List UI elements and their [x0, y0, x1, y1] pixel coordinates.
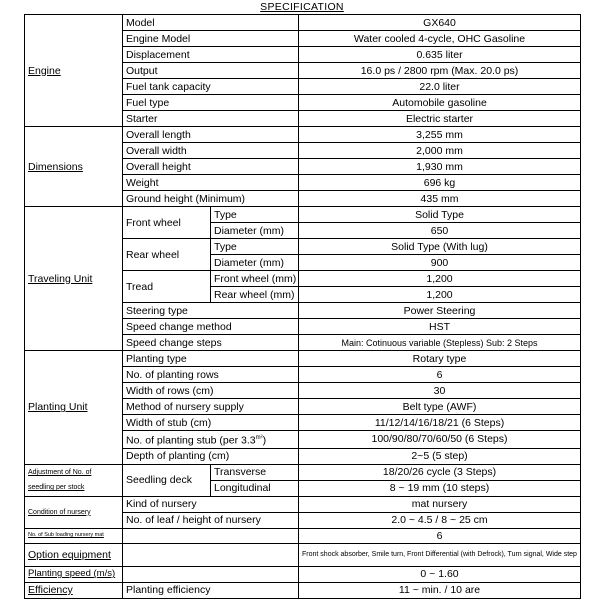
row-label: Diameter (mm): [211, 223, 299, 239]
row-label: Output: [123, 63, 299, 79]
row-value: 2~5 (5 step): [299, 448, 581, 464]
document-title: SPECIFICATION: [260, 1, 344, 13]
row-label: Overall width: [123, 143, 299, 159]
row-value: 18/20/26 cycle (3 Steps): [299, 464, 581, 480]
specification-table: [24, 14, 581, 599]
row-label: Transverse: [211, 464, 299, 480]
row-value: 1,930 mm: [299, 159, 581, 175]
row-label: Type: [211, 207, 299, 223]
row-value: 0.635 liter: [299, 47, 581, 63]
row-value: 2.0 ~ 4.5 / 8 ~ 25 cm: [299, 512, 581, 528]
row-value: 8 ~ 19 mm (10 steps): [299, 480, 581, 496]
category-adjustment: Adjustment of No. of seedling per stock: [25, 464, 123, 496]
row-value: 100/90/80/70/60/50 (6 Steps): [299, 431, 581, 449]
tread-label: Tread: [123, 271, 211, 303]
row-value: 6: [299, 367, 581, 383]
row-label: Planting efficiency: [123, 582, 299, 598]
row-value: Solid Type (With lug): [299, 239, 581, 255]
row-value: Water cooled 4-cycle, OHC Gasoline: [299, 31, 581, 47]
row-value: 435 mm: [299, 191, 581, 207]
category-engine: Engine: [25, 15, 123, 127]
row-value: 11/12/14/16/18/21 (6 Steps): [299, 415, 581, 431]
row-value: 3,255 mm: [299, 127, 581, 143]
rear-wheel-label: Rear wheel: [123, 239, 211, 271]
row-label-empty: [123, 566, 299, 582]
row-value: Front shock absorber, Smile turn, Front Differential (with Defrock), Turn signal, Wide step: [299, 543, 581, 566]
row-label: No. of leaf / height of nursery: [123, 512, 299, 528]
category-option-equipment: Option equipment: [25, 543, 123, 566]
row-label: Type: [211, 239, 299, 255]
category-sub-loading-nursery-mat: No. of Sub loading nursery mat: [25, 528, 123, 543]
row-value: 696 kg: [299, 175, 581, 191]
row-label: Displacement: [123, 47, 299, 63]
table-row: [25, 543, 581, 566]
row-label: Steering type: [123, 303, 299, 319]
row-label: Ground height (Minimum): [123, 191, 299, 207]
table-row: [25, 582, 581, 598]
row-label: Planting type: [123, 351, 299, 367]
category-dimensions: Dimensions: [25, 127, 123, 207]
front-wheel-label: Front wheel: [123, 207, 211, 239]
row-value: Solid Type: [299, 207, 581, 223]
category-condition-of-nursery: Condition of nursery: [25, 496, 123, 528]
row-value: 900: [299, 255, 581, 271]
row-value: 1,200: [299, 287, 581, 303]
row-label: Diameter (mm): [211, 255, 299, 271]
row-label: Rear wheel (mm): [211, 287, 299, 303]
row-value: Main: Cotinuous variable (Stepless) Sub: 2 Steps: [299, 335, 581, 351]
row-label: No. of planting stub (per $3.3^{m^2}$): [123, 431, 299, 449]
row-value: HST: [299, 319, 581, 335]
row-value: GX640: [299, 15, 581, 31]
table-row: [25, 351, 581, 367]
row-value: Power Steering: [299, 303, 581, 319]
row-label: Width of stub (cm): [123, 415, 299, 431]
row-label-empty: [123, 543, 299, 566]
row-value: 1,200: [299, 271, 581, 287]
row-label: Method of nursery supply: [123, 399, 299, 415]
row-label: No. of planting rows: [123, 367, 299, 383]
row-label: Overall length: [123, 127, 299, 143]
table-row: [25, 127, 581, 143]
row-label: Width of rows (cm): [123, 383, 299, 399]
table-row: [25, 464, 581, 480]
row-label: Fuel tank capacity: [123, 79, 299, 95]
row-value: 0 ~ 1.60: [299, 566, 581, 582]
category-efficiency: Efficiency: [25, 582, 123, 598]
table-row: [25, 207, 581, 223]
table-row: [25, 496, 581, 512]
row-value: 2,000 mm: [299, 143, 581, 159]
row-label: Overall height: [123, 159, 299, 175]
row-value: 650: [299, 223, 581, 239]
row-label: Front wheel (mm): [211, 271, 299, 287]
row-value: 16.0 ps / 2800 rpm (Max. 20.0 ps): [299, 63, 581, 79]
category-planting-speed: Planting speed (m/s): [25, 566, 123, 582]
specification-document: [24, 0, 580, 599]
table-row: [25, 528, 581, 543]
row-value: 11 ~ min. / 10 are: [299, 582, 581, 598]
seedling-deck-label: Seedling deck: [123, 464, 211, 496]
row-value: Belt type (AWF): [299, 399, 581, 415]
row-value: Rotary type: [299, 351, 581, 367]
row-label: Engine Model: [123, 31, 299, 47]
row-label: Weight: [123, 175, 299, 191]
row-label: Longitudinal: [211, 480, 299, 496]
table-row: [25, 15, 581, 31]
row-value: Electric starter: [299, 111, 581, 127]
row-label: Depth of planting (cm): [123, 448, 299, 464]
row-value: mat nursery: [299, 496, 581, 512]
row-label-empty: [123, 528, 299, 543]
row-label: Fuel type: [123, 95, 299, 111]
row-value: Automobile gasoline: [299, 95, 581, 111]
row-label: Model: [123, 15, 299, 31]
row-value: 30: [299, 383, 581, 399]
row-value: 6: [299, 528, 581, 543]
category-planting-unit: Planting Unit: [25, 351, 123, 465]
row-label: Kind of nursery: [123, 496, 299, 512]
row-label: Speed change method: [123, 319, 299, 335]
row-label: Speed change steps: [123, 335, 299, 351]
category-traveling-unit: Traveling Unit: [25, 207, 123, 351]
row-label: Starter: [123, 111, 299, 127]
row-value: 22.0 liter: [299, 79, 581, 95]
table-row: [25, 566, 581, 582]
